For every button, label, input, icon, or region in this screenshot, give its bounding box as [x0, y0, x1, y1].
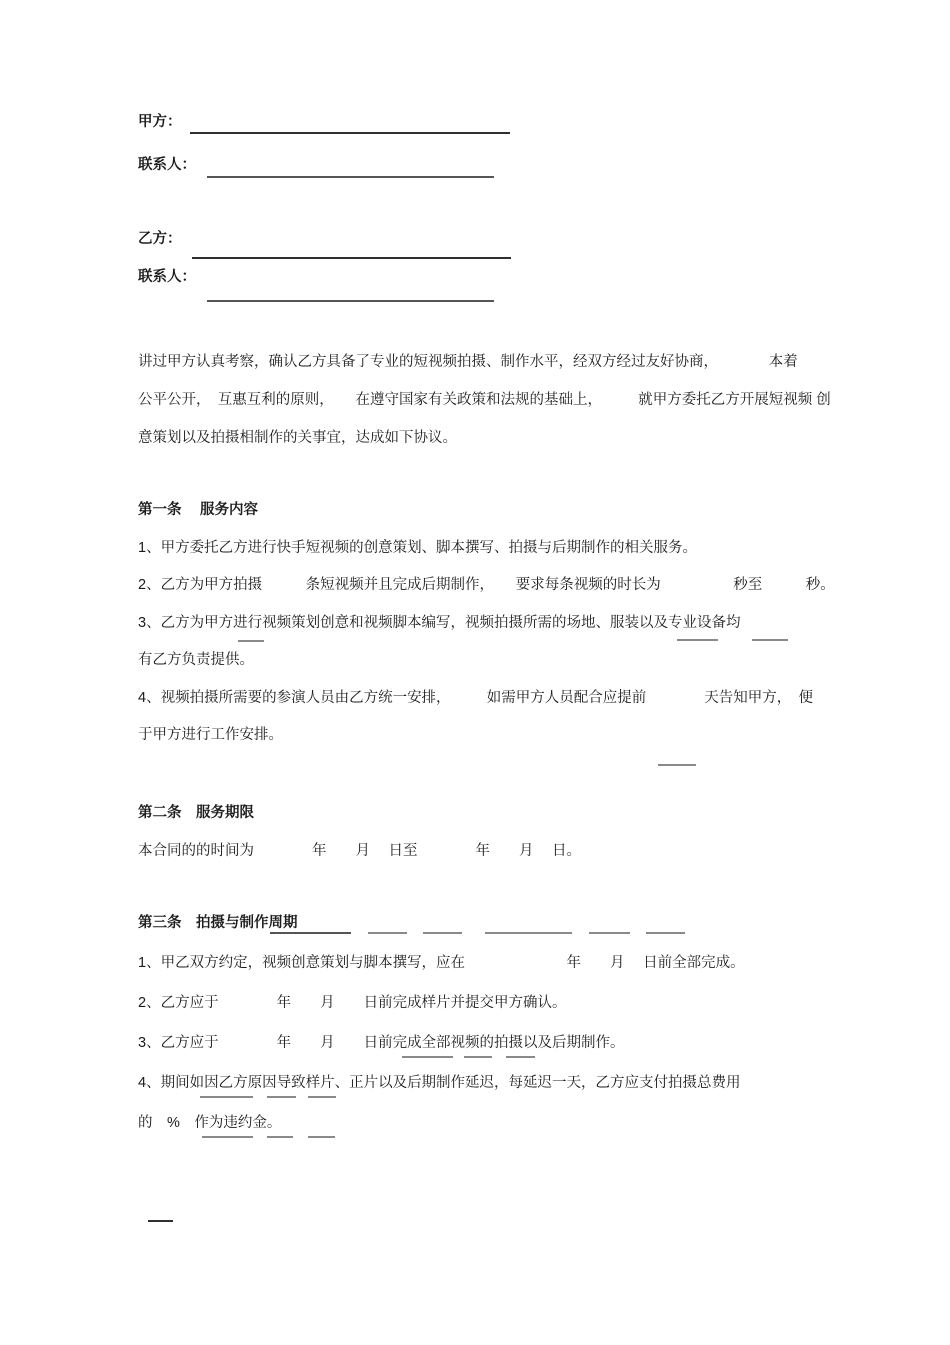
fill-in-blank-line — [646, 932, 685, 934]
fill-in-blank-line — [148, 1220, 173, 1222]
section-1-item: 4、视频拍摄所需要的参演人员由乙方统一安排， 如需甲方人员配合应提前 天告知甲方， 便 — [138, 689, 814, 706]
fill-in-blank-line — [200, 1096, 253, 1098]
section-1-heading: 第一条 服务内容 — [138, 502, 259, 518]
party-b-label: 乙方： — [138, 231, 182, 247]
section-3-item: 2、乙方应于 年 月 日前完成样片并提交甲方确认。 — [138, 995, 567, 1011]
fill-in-blank-line — [368, 932, 407, 934]
fill-in-blank-line — [308, 1136, 335, 1138]
preamble-line: 公平公开， 互惠互利的原则， 在遵守国家有关政策和法规的基础上， 就甲方委托乙方开展短视频 创 — [138, 392, 831, 408]
section-1-item: 2、乙方为甲方拍摄 条短视频并且完成后期制作， 要求每条视频的时长为 秒至 秒。 — [138, 577, 835, 593]
section-service-content — [138, 492, 835, 755]
fill-in-blank-line — [423, 932, 462, 934]
party-b-contact-fill-line — [207, 300, 494, 302]
party-b-fill-line — [192, 257, 511, 259]
section-1-item: 于甲方进行工作安排。 — [138, 727, 283, 743]
fill-in-blank-line — [677, 639, 718, 641]
section-3-heading: 第三条 拍摄与制作周期 — [138, 915, 298, 931]
section-3-item: 3、乙方应于 年 月 日前完成全部视频的拍摄以及后期制作。 — [138, 1035, 625, 1051]
section-1-item: 3、乙方为甲方进行视频策划创意和视频脚本编写，视频拍摄所需的场地、服装以及专业设备均 — [138, 614, 741, 631]
section-2-item: 本合同的的时间为 年 月 日至 年 月 日。 — [138, 843, 582, 859]
preamble — [138, 343, 831, 457]
fill-in-blank-line — [270, 932, 351, 934]
party-b-contact-label: 联系人： — [138, 269, 196, 285]
preamble-line: 意策划以及拍摄相制作的关事宜，达成如下协议。 — [138, 430, 457, 446]
fill-in-blank-line — [402, 1056, 453, 1058]
section-1-item: 1、甲方委托乙方进行快手短视频的创意策划、脚本撰写、拍摄与后期制作的相关服务。 — [138, 539, 698, 556]
fill-in-blank-line — [485, 932, 572, 934]
fill-in-blank-line — [308, 1096, 336, 1098]
party-a-fill-line — [190, 132, 510, 134]
party-a-contact-fill-line — [207, 176, 494, 178]
section-3-item: 4、期间如因乙方原因导致样片、正片以及后期制作延迟，每延迟一天，乙方应支付拍摄总费用 — [138, 1075, 741, 1091]
section-service-term — [138, 794, 581, 870]
section-2-heading: 第二条 服务期限 — [138, 805, 254, 821]
section-production-schedule — [138, 903, 745, 1143]
fill-in-blank-line — [238, 640, 264, 642]
fill-in-blank-line — [658, 764, 696, 766]
fill-in-blank-line — [202, 1136, 253, 1138]
fill-in-blank-line — [464, 1056, 492, 1058]
section-3-item: 的 % 作为违约金。 — [138, 1115, 282, 1131]
party-a-label: 甲方： — [138, 114, 182, 130]
fill-in-blank-line — [506, 1056, 535, 1058]
fill-in-blank-line — [267, 1096, 296, 1098]
fill-in-blank-line — [267, 1136, 293, 1138]
section-1-item: 有乙方负责提供。 — [138, 652, 254, 668]
preamble-line: 讲过甲方认真考察，确认乙方具备了专业的短视频拍摄、制作水平，经双方经过友好协商， 本着 — [138, 354, 798, 370]
party-a-contact-label: 联系人： — [138, 157, 196, 173]
fill-in-blank-line — [752, 639, 788, 641]
fill-in-blank-line — [589, 932, 630, 934]
section-3-item: 1、甲乙双方约定，视频创意策划与脚本撰写，应在 年 月 日前全部完成。 — [138, 955, 745, 971]
